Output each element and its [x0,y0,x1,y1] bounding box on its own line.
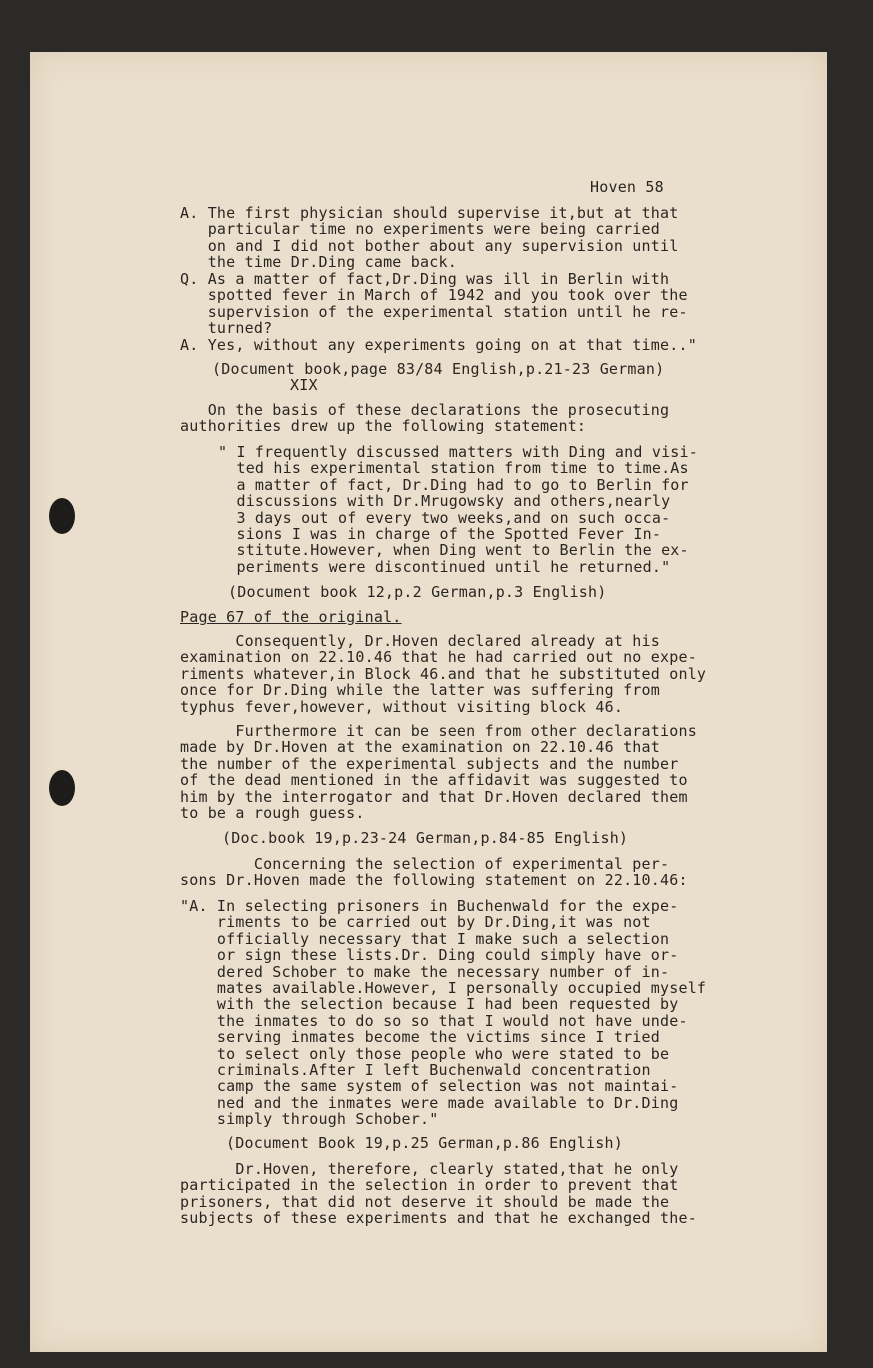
paragraph-5: Dr.Hoven, therefore, clearly stated,that he only participated in the selection in order to prevent that prisoners, that did not deserve it should be made the subjects of these experiments and that he exchanged the- [180,1160,697,1228]
citation-2: (Document book 12,p.2 German,p.3 English) [228,583,607,601]
quotation-1: " I frequently discussed matters with Ding and visi- ted his experimental station from time to time.As a matter of fact, Dr.Ding had to go to Berlin for discussions with Dr.Mrugowsky and others,nearly 3 days out of every two weeks,and on such occa- sions I was in charge of the Spotted Fever In- stitute.However, when Ding went to Berlin the ex- periments were discontinued until he returned." [218,443,698,576]
page-reference: Hoven 58 [590,178,664,196]
original-page-heading: Page 67 of the original. [180,608,402,626]
punch-hole [49,770,75,806]
answer-1: A. The first physician should supervise it,but at that particular time no experiments were being carried on and I did not bother about any supervision until the time Dr.Ding came back. [180,204,679,272]
citation-3: (Doc.book 19,p.23-24 German,p.84-85 English) [222,829,629,847]
paragraph-2: Consequently, Dr.Hoven declared already at his examination on 22.10.46 that he had carried out no expe- riments whatever,in Block 46.and that he substituted only once for Dr.Ding while the latter was suffering from typhus fever,however, without visiting block 46. [180,632,707,716]
citation-1: (Document book,page 83/84 English,p.21-23 German) [212,360,665,378]
question-2: Q. As a matter of fact,Dr.Ding was ill in Berlin with spotted fever in March of 1942 and you took over the supervision of the experimental station until he re- turned? [180,270,688,338]
citation-4: (Document Book 19,p.25 German,p.86 English) [226,1134,623,1152]
answer-3: A. Yes, without any experiments going on at that time.." [180,336,697,354]
paragraph-4: Concerning the selection of experimental per- sons Dr.Hoven made the following statement on 22.10.46: [180,855,688,890]
paragraph-3: Furthermore it can be seen from other declarations made by Dr.Hoven at the examination on 22.10.46 that the number of the experimental subjects and the number of the dead mentioned in the affidavit was suggested to him by the interrogator and that Dr.Hoven declared them to be a rough guess. [180,722,697,823]
paragraph-1: On the basis of these declarations the prosecuting authorities drew up the following statement: [180,401,670,436]
roman-numeral: XIX [290,376,318,394]
punch-hole [49,498,75,534]
quotation-2: "A. In selecting prisoners in Buchenwald for the expe- riments to be carried out by Dr.Ding,it was not officially necessary that I make such a selection or sign these lists.Dr. Ding could simply have or- dered Schober to make the necessary number of in- mates available.However, I personally occupied myself with the selection because I had been requested by the inmates to do so so that I would not have unde- serving inmates become the victims since I tried to select only those people who were stated to be criminals.After I left Buchenwald concentration camp the same system of selection was not maintai- ned and the inmates were made available to Dr.Ding simply through Schober." [180,897,707,1129]
